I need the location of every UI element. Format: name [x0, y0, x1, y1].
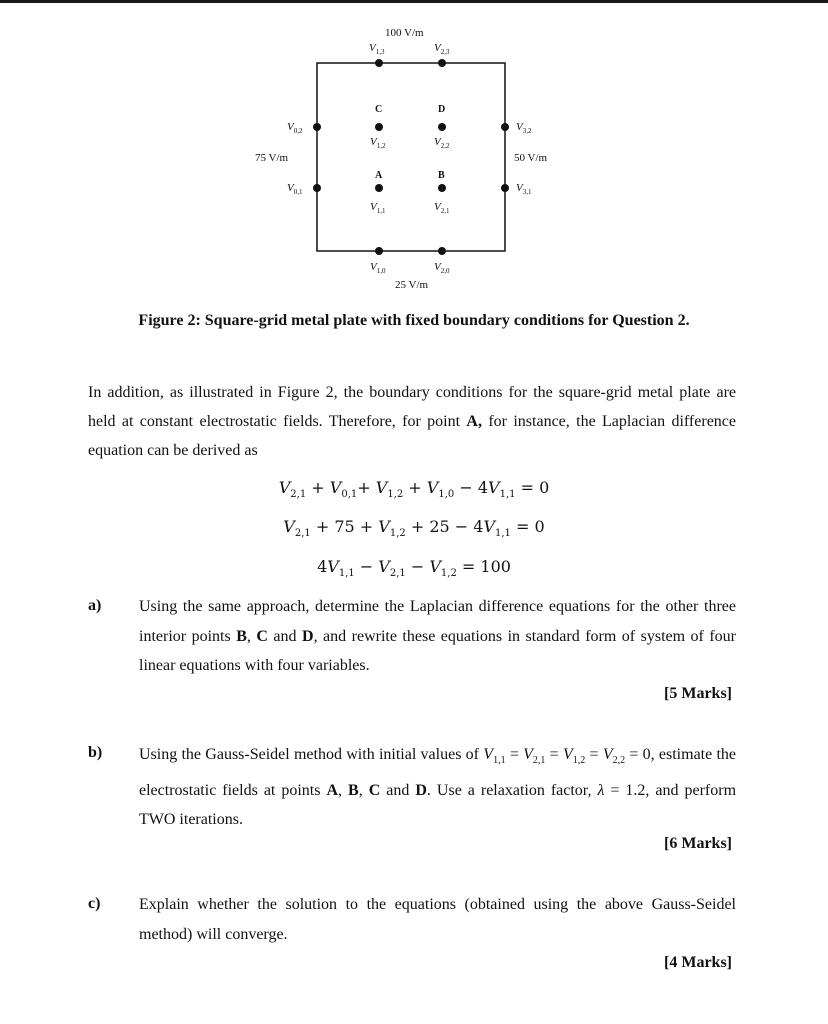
- label-v01: $V_{0,1}$: [287, 182, 303, 197]
- node-c-v12: [375, 123, 383, 131]
- node-v20: [438, 247, 446, 255]
- left-boundary-label: 75 V/m: [255, 152, 289, 164]
- intro-text-2: for instance, the Laplacian difference equation can be derived as: [88, 413, 736, 459]
- figure-2-grid: [0, 0, 828, 300]
- bottom-boundary-label: 25 V/m: [395, 279, 429, 291]
- point-a-label: A: [375, 170, 383, 181]
- node-v02: [313, 123, 321, 131]
- question-b-label: b): [88, 744, 103, 761]
- point-d-label: D: [438, 104, 446, 115]
- node-a-v11: [375, 184, 383, 192]
- label-v12: $V_{1,2}$: [370, 136, 386, 151]
- label-v13: $V_{1,3}$: [369, 42, 385, 57]
- label-v22: $V_{2,2}$: [434, 136, 450, 151]
- intro-paragraph: [88, 378, 736, 465]
- label-v21: $V_{2,1}$: [434, 201, 450, 216]
- question-c-label: c): [88, 895, 101, 912]
- figure-caption: Figure 2: Square-grid metal plate with fixed boundary conditions for Question 2.: [138, 312, 690, 329]
- plate-boundary: [317, 63, 505, 251]
- node-v23: [438, 59, 446, 67]
- node-v01: [313, 184, 321, 192]
- label-v23: $V_{2,3}$: [434, 42, 450, 57]
- question-b-marks: [6 Marks]: [664, 835, 732, 852]
- node-v32: [501, 123, 509, 131]
- node-v31: [501, 184, 509, 192]
- equation-3: $4V_{1,1} - V_{2,1} - V_{1,2} = 100$: [317, 557, 511, 580]
- label-v11: $V_{1,1}$: [370, 201, 386, 216]
- point-b-label: B: [438, 170, 445, 181]
- question-a-text: Using the same approach, determine the Laplacian difference equations for the other three interior points B, C and D, and rewrite these equations in standard form of system of four linear equations with four variables.: [139, 598, 737, 674]
- node-b-v21: [438, 184, 446, 192]
- question-b-text: Using the Gauss-Seidel method with initial values of $V_{1,1} = V_{2,1} = V_{1,2} = V_{2,2} = 0$, estimate the electrostatic fields at points A, B, C and D. Use a relaxation factor, λ = 1.2, and perform TWO iterations.: [139, 746, 737, 829]
- grid-diagram: [0, 0, 828, 300]
- intro-bold: A,: [466, 413, 482, 430]
- question-a-marks: [5 Marks]: [664, 685, 732, 702]
- label-v32: $V_{3,2}$: [516, 121, 532, 136]
- top-boundary-label: 100 V/m: [385, 27, 424, 39]
- node-d-v22: [438, 123, 446, 131]
- label-v20: $V_{2,0}$: [434, 261, 450, 276]
- node-v13: [375, 59, 383, 67]
- equation-2: $V_{2,1} + 75 + V_{1,2} + 25 - 4V_{1,1} = 0$: [283, 517, 545, 540]
- label-v10: $V_{1,0}$: [370, 261, 386, 276]
- question-c-text: Explain whether the solution to the equations (obtained using the above Gauss-Seidel method) will converge.: [139, 896, 736, 943]
- label-v02: $V_{0,2}$: [287, 121, 303, 136]
- right-boundary-label: 50 V/m: [514, 152, 548, 164]
- equation-1: $V_{2,1} + V_{0,1}+ V_{1,2} + V_{1,0} - 4V_{1,1} = 0$: [278, 478, 550, 501]
- intro-text-1: In addition, as illustrated in Figure 2, the boundary conditions for the square-grid metal plate are held at constant electrostatic fields. Therefore, for point: [88, 384, 736, 430]
- label-v31: $V_{3,1}$: [516, 182, 532, 197]
- point-c-label: C: [375, 104, 383, 115]
- question-c-marks: [4 Marks]: [664, 954, 732, 971]
- question-a-label: a): [88, 597, 102, 614]
- node-v10: [375, 247, 383, 255]
